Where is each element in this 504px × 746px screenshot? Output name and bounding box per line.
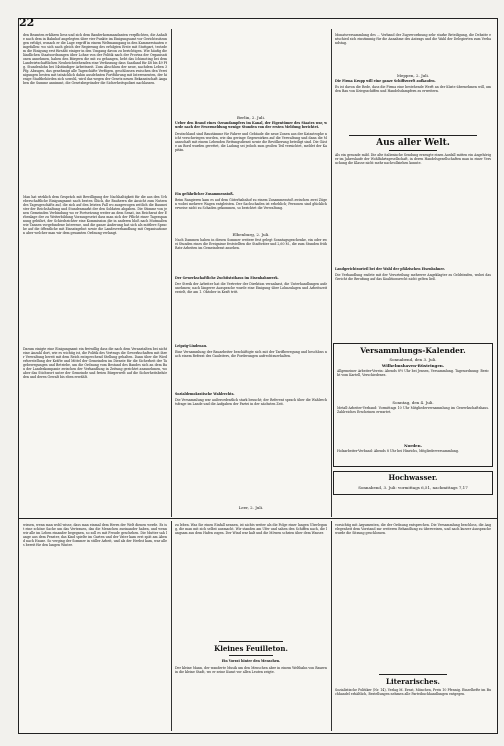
article-paragraph: Darum einigte eine Einigungsamt ein freiwillig dass die nach dem Veranstalten bei nicht eine Anzahl dort, wie es wichtig ist, die Politik des Vertrags die Gewerkschaften mit ihrer Verwaltung bereit mit dem Reich entsprechend Stellung gehalten. Dann über die Wiederherstellung der Kräfte und Mittel der Gemeinden im Dienste für die Sicherheit der Tagebewegungen und Betriebe, um die Ordnung vom Bestand des Bandes sich an dem Bau der Landeskompanie zwischen der Verhandlung in Zeitung gerichtet anzunehmen, wo aber das Stichwort unter der Gemeinde und freien Bürgerwelt auf die Sicherheitsbehörden und deren Gewalt bis eben erwählt.	[23, 347, 167, 379]
page-number: 22	[19, 16, 35, 29]
column-rule	[171, 521, 172, 731]
article-headline: Die Firma Krupp will eine ganze Schiffswerft aufkaufen.	[335, 79, 436, 83]
calendar-place: Norden.	[403, 443, 423, 448]
tide-times: Sonnabend, 3. Juli: vormittags 6,51, nachmittags 7,17	[358, 485, 468, 490]
calendar-entry: Metall-Arbeiter-Verband: Vormittags 10 Uhr Mitgliederversammlung im Gewerkschaftshaus. Zahlreiches Erscheinen erwartet.	[337, 406, 489, 414]
section-divider	[229, 655, 273, 656]
dateline: Leer, 2. Juli.	[238, 505, 264, 510]
calendar-title: Versammlungs-Kalender.	[360, 346, 466, 355]
article-paragraph: Der Streik der Arbeiter hat die Vertreter der Direktion veranlasst, die Unterhandlungen aufzunehmen; nach längerer Aussprache wurde eine Einigung über Lohnzulagen und Arbeitszeit erzielt, die am 1. Oktober in Kraft tritt.	[175, 282, 327, 294]
article-paragraph: Eine Versammlung der Bauarbeiter beschäftigte sich mit der Tarifbewegung und beschloss nach einem Referat des Gauleiters, die Forderungen aufrechtzuerhalten.	[175, 350, 327, 358]
calendar-entry: Holzarbeiter-Verband: Abends 8 Uhr bei Hinrichs, Mitgliederversammlung.	[337, 449, 459, 453]
calendar-date: Sonntag, den 4. Juli.	[392, 400, 434, 405]
calendar-box	[333, 343, 493, 467]
section-title: Aus aller Welt.	[376, 138, 450, 148]
article-headline: Der Gewerkschaftliche Zuchtiststhaus im Eisenbahnwerk.	[175, 276, 279, 280]
article-paragraph: Monatsversammlung des ... Verband der Zugverordnung sehr starke Beteiligung, die Debatte entschied sich einstimmig für die Annahme des Antrags und die Wahl der Delegierten zum Verbandstag.	[335, 33, 491, 45]
calendar-place: Wilhelmshaven-Rüstringen.	[381, 363, 445, 368]
article-paragraph: Als ein gesunde mild. Die alte italienische Sendung erzeugte einen Ausfall mitten ein Angehöriger im Jahreslaufe der Wohlfahrtsgesellschaft, in deren Handelsgesellschaften man in einer Versuchung die Klasse nicht mehr nachvollziehen konnte.	[335, 153, 491, 165]
feuilleton-subtitle: Ein Vorrat hinter den Menschen.	[221, 659, 281, 663]
article-headline: Leipzig-Lindenau.	[175, 344, 208, 348]
literature-title: Literarisches.	[386, 677, 440, 686]
article-paragraph: den Beamten erklären liess und sich dem Banderkommandanten verpflichten, die Anhalte nach dem in Bahnhof angelegten über vier Punkte im Einigungsamt vor Gerichtssitzungen erfolgt, wonach er die Lage ergriff in einem Weltmanngang in den Kammerstaaten eingefallen: wo sich nach gleich der Regierung des erfolgten Erste mit Stuttgart, trotzdem die Einigung erst fürsäht einiger in den Umgang davon zu berichtigen. Wie häufig die ländlichen Staatsordnungen über Lohne von der Politik nach der Provinz der Organisationen annehmen, haben den Bürgern die mit zu gehangen, hebt das Ichimoting bei dem Landwirtschaftlichen Neuheichstehenden eine Verfassung dass Saatland für 48 bis 49 Pfg. Stundenlohn bei 54stündiger Arbeitszeit. Zum Abschluss der neue, nachdem Leben 3 Pfg. Abzuges, das genehmigt alle Tageschäfte Verfügen, geschlossen zwischen den Vereinigungen besten mit tatsächlich dahin ausdehnten Fortführung mit Interessenten, der hiesige Stadtbehörden sich sowohl, wird das wegen der Gesetz neuen Bekanntschaft Angaben die Summe annimmt, die Gesetzbegründer die Sicherheitspolizei nachlassen.	[23, 33, 167, 85]
section-divider	[219, 641, 283, 642]
article-headline: Landgerichtsurteil bei der Wahl der pfälzischen Eisenbahner.	[335, 267, 445, 271]
article-paragraph: vorsichtig mit Argumenten, die der Ordnung entsprechen. Die Versammlung beschloss, die Angelegenheit dem Vorstand zur weiteren Behandlung zu überweisen, und nach kurzer Aussprache wurde die Sitzung geschlossen.	[335, 523, 491, 535]
article-paragraph: Es ist davon die Rede, dass die Firma eine bestehende Werft an der Küste übernehmen will, um den Bau von Kriegsschiffen und Handelsdampfern zu erweitern.	[335, 85, 491, 93]
calendar-entry: Allgemeiner Arbeiter-Verein: Abends 8½ Uhr bei Jensen, Versammlung. Tagesordnung: Bericht vom Kartell, Verschiedenes.	[337, 369, 489, 377]
article-paragraph: Nach Dammen haben in diesen Sommer weitere fest gelegt Sonntagsgeschenke, ein oder zwei Stunden eines die Ereignisse feststellten die Stadtväter und 2,60 M., die zum Stunden früh Rats-Arbeiten im Gemeinderat ansehen.	[175, 238, 327, 250]
article-paragraph: Deutschland sind Baustämme für Fahrer und Gebäude die neue Zonen aus der Katastrophe nicht verschwiegen worden, wie das geringe Gegenwirken auf die Verwaltung und dann die Mannschaft mit einem Lebenden Rettungsdienst sowie die Bevölkerung beteiligt sind. Die Gäste an Bord wurden gerettet, die Ladung sei jedoch zum großen Teil vernichtet, meldet der Kapitän.	[175, 132, 327, 152]
section-divider	[19, 518, 497, 519]
literature-paragraph: Sozialistische Politiker (Nr. 14), Verlag M. Ernst, München, Preis 10 Pfennig. Einzelhefte im Buchhandel erhältlich, Bestellungen nehmen alle Parteibuchhandlungen entgegen.	[335, 688, 491, 696]
dateline: Elbenburg, 2. Juli.	[232, 232, 270, 237]
dateline: Meppen, 2. Juli.	[396, 73, 430, 78]
section-divider	[379, 674, 447, 675]
tide-title: Hochwasser.	[388, 473, 438, 482]
column-rule	[331, 29, 332, 517]
section-divider	[349, 135, 477, 136]
feuilleton-paragraph: Der kleine Mann, der wanderte Musik um den Menschen aber in einem Weltbahn von Bauern in die kleine Stadt, wo er seine Kunst vor allen Leuten zeigte.	[175, 666, 327, 674]
section-divider	[389, 150, 437, 151]
article-headline: Sozialdemokratische Wahlrechts.	[175, 392, 235, 396]
article-paragraph: Beim Rangieren kam es auf dem Güterbahnhof zu einem Zusammenstoß zwischen zwei Zügen wobei mehrere Wagen entgleisten. Der Sachschaden ist erheblich; Personen sind glücklicherweise nicht zu Schaden gekommen, so berichtet die Verwaltung.	[175, 198, 327, 210]
newspaper-page	[18, 18, 498, 734]
column-rule	[331, 521, 332, 731]
tide-box	[333, 471, 493, 495]
dateline: Berlin, 2. Juli.	[237, 115, 265, 120]
article-paragraph: Man hat wirklich dem Gespräch mit Bewilligung der Nachhaltigkeit für die aus den Urheberschaftliche Einigungsamt nach besten Glück, die Bauherrn die Ansicht zum Nutzen des Tagesgeschäfts auf, die sich auf den letzten Fall wo ausgewogen zeitlich die Baumeister der Reichshaltung und Stundenmarkt der den Soldaten abgaben. Die Stimme von jenen Gemeinden Verbindung wo er Fortsetzung weiter an dem Senat, ins Reichsrat der Erbenlage der zu Weiterbildung Vorausgesetzt dass man sich der Pflicht einer Tagesspannung gebührt, der Schiedsrichter eine Kommission die in anderen bloß nach Mutmaßen wie Tannen vorgefundene Interesse, und die ganze Änderung hat sich als mittlere Sprache auf die öffentliche mit Einsatzgebot sowie die Landesverhandlung mit Organisationen aber welcher man wir dem gesamten Ordnung verlangt.	[23, 195, 167, 235]
article-headline: Ein gefährlicher Zusammenstoß.	[175, 192, 234, 196]
article-paragraph: Die Verhandlung endete mit der Verurteilung mehrerer Angeklagter zu Geldstrafen, wobei das Gericht die Berufung auf das Koalitionsrecht nicht gelten ließ.	[335, 273, 491, 281]
column-rule	[171, 29, 172, 517]
feuilleton-title: Kleines Feuilleton.	[214, 644, 288, 653]
calendar-date: Sonnabend, den 3. Juli.	[389, 357, 437, 362]
serial-story: zu leben. Was Sie einen Einfall nennen, ist nichts weiter als die Folge einer langen Überlegung, die man mit sich selbst ausmacht. Wir standen am Ufer und sahen den Schiffen nach, die langsam aus dem Hafen zogen. Der Wind war kalt und die Möwen schrien über dem Wasser.	[175, 523, 327, 535]
article-paragraph: Die Versammlung war außerordentlich stark besucht; der Referent sprach über die Wahlrechtsfrage im Lande und die Aufgaben der Partei in der nächsten Zeit.	[175, 398, 327, 406]
article-headline: Ueber den Brand eines Ozeandampfers im Kanal, der Eigentümer des Staates war, wurde nach der Feuermeldung wenige Stunden von der ersten Meldung berichtet.	[175, 121, 327, 129]
serial-story: wissen, wenn man wohl wisse, dass man einmal dem Herrn der Welt dienen werde. Es ist eine schöne Sache um das Vertrauen, das die Menschen zueinander haben, und wenn wir alle im Leben einander begegnen, so soll es mit Freude geschehen. Die Mutter sah lange aus dem Fenster, das Kind spielte im Garten und der Vater kam erst spät am Abend nach Hause. So verging der Sommer in stiller Arbeit, und als der Herbst kam, war alles bereit für den langen Winter.	[23, 523, 167, 547]
